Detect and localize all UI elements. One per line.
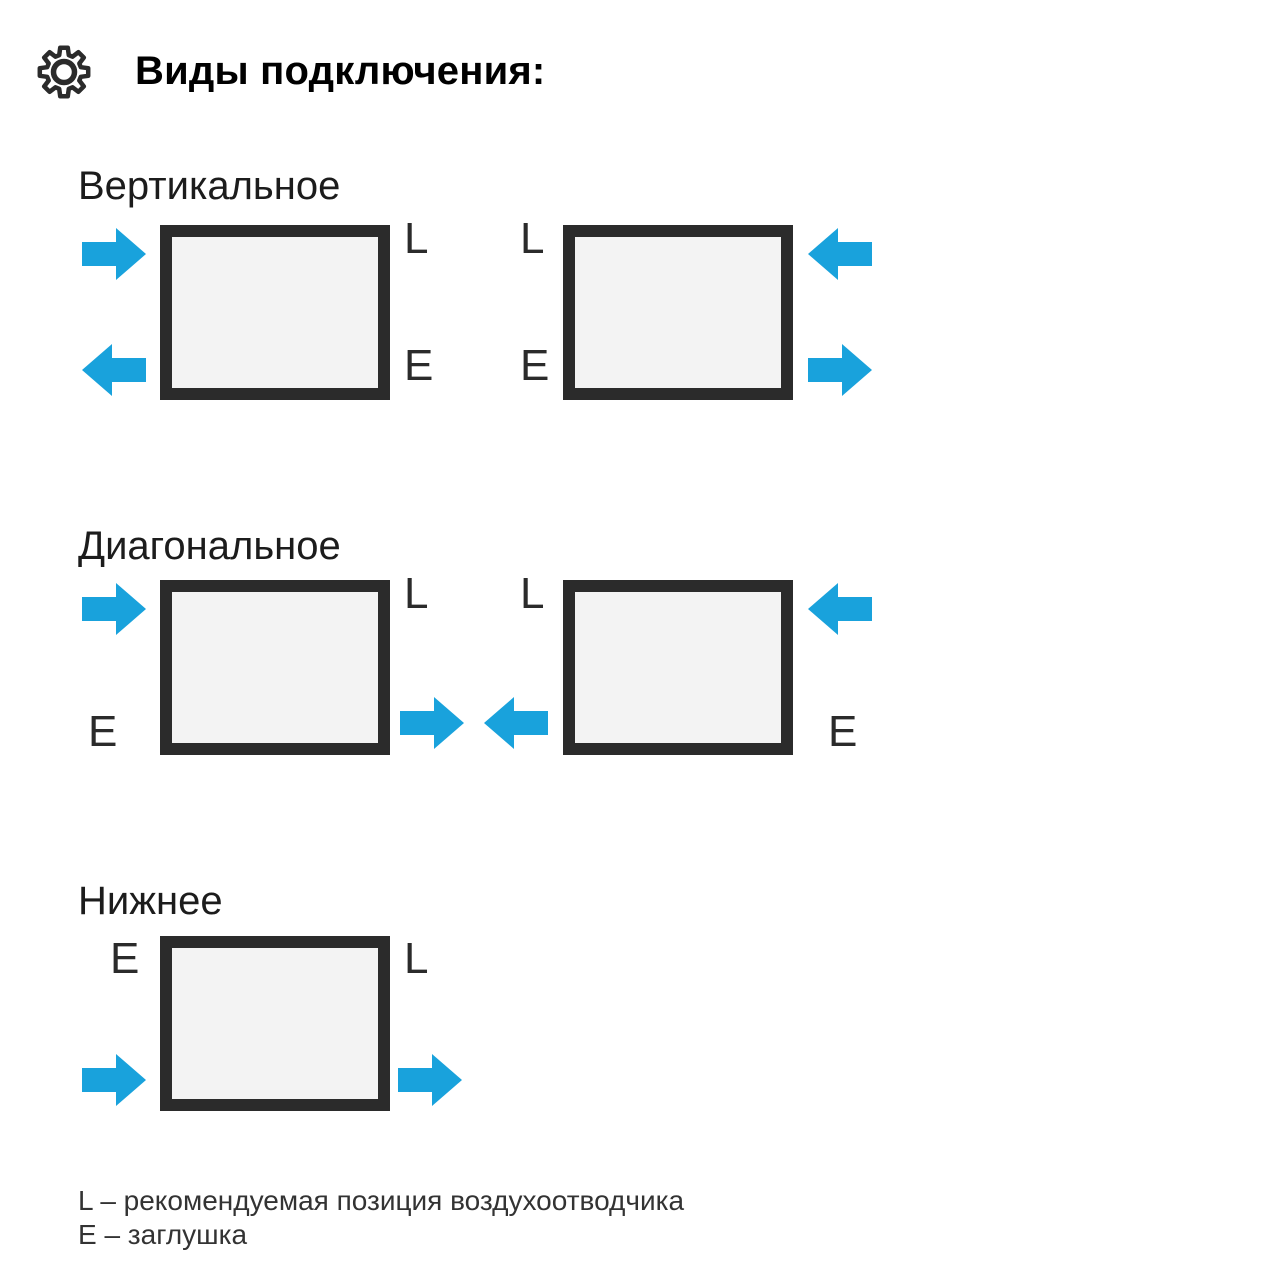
legend-air-vent: L – рекомендуемая позиция воздухоотводчика [78,1185,685,1216]
flow-arrow-out-left-icon [82,344,146,396]
gear-icon [36,44,92,100]
plug-label: E [88,707,118,756]
radiator-rect [160,225,390,400]
flow-arrow-in-right-icon [82,1054,146,1106]
page-title: Виды подключения: [135,49,546,93]
plug-label: E [828,707,858,756]
plug-label: E [110,934,140,983]
radiator-rect [563,580,793,755]
radiator-rect [160,580,390,755]
air-vent-label: L [520,214,545,263]
flow-arrow-out-right-icon [808,344,872,396]
flow-arrow-out-right-icon [400,697,464,749]
radiator-rect [563,225,793,400]
section-title-vertical: Вертикальное [78,164,341,208]
flow-arrow-in-right-icon [82,583,146,635]
flow-arrow-in-left-icon [808,228,872,280]
radiator-rect [160,936,390,1111]
flow-arrow-out-right-icon [398,1054,462,1106]
section-title-bottom: Нижнее [78,879,223,923]
air-vent-label: L [404,934,429,983]
section-title-diagonal: Диагональное [78,524,341,568]
flow-arrow-out-left-icon [484,697,548,749]
air-vent-label: L [520,569,545,618]
flow-arrow-in-right-icon [82,228,146,280]
plug-label: E [520,341,550,390]
plug-label: E [404,341,434,390]
flow-arrow-in-left-icon [808,583,872,635]
legend-plug: E – заглушка [78,1219,248,1250]
air-vent-label: L [404,214,429,263]
air-vent-label: L [404,569,429,618]
